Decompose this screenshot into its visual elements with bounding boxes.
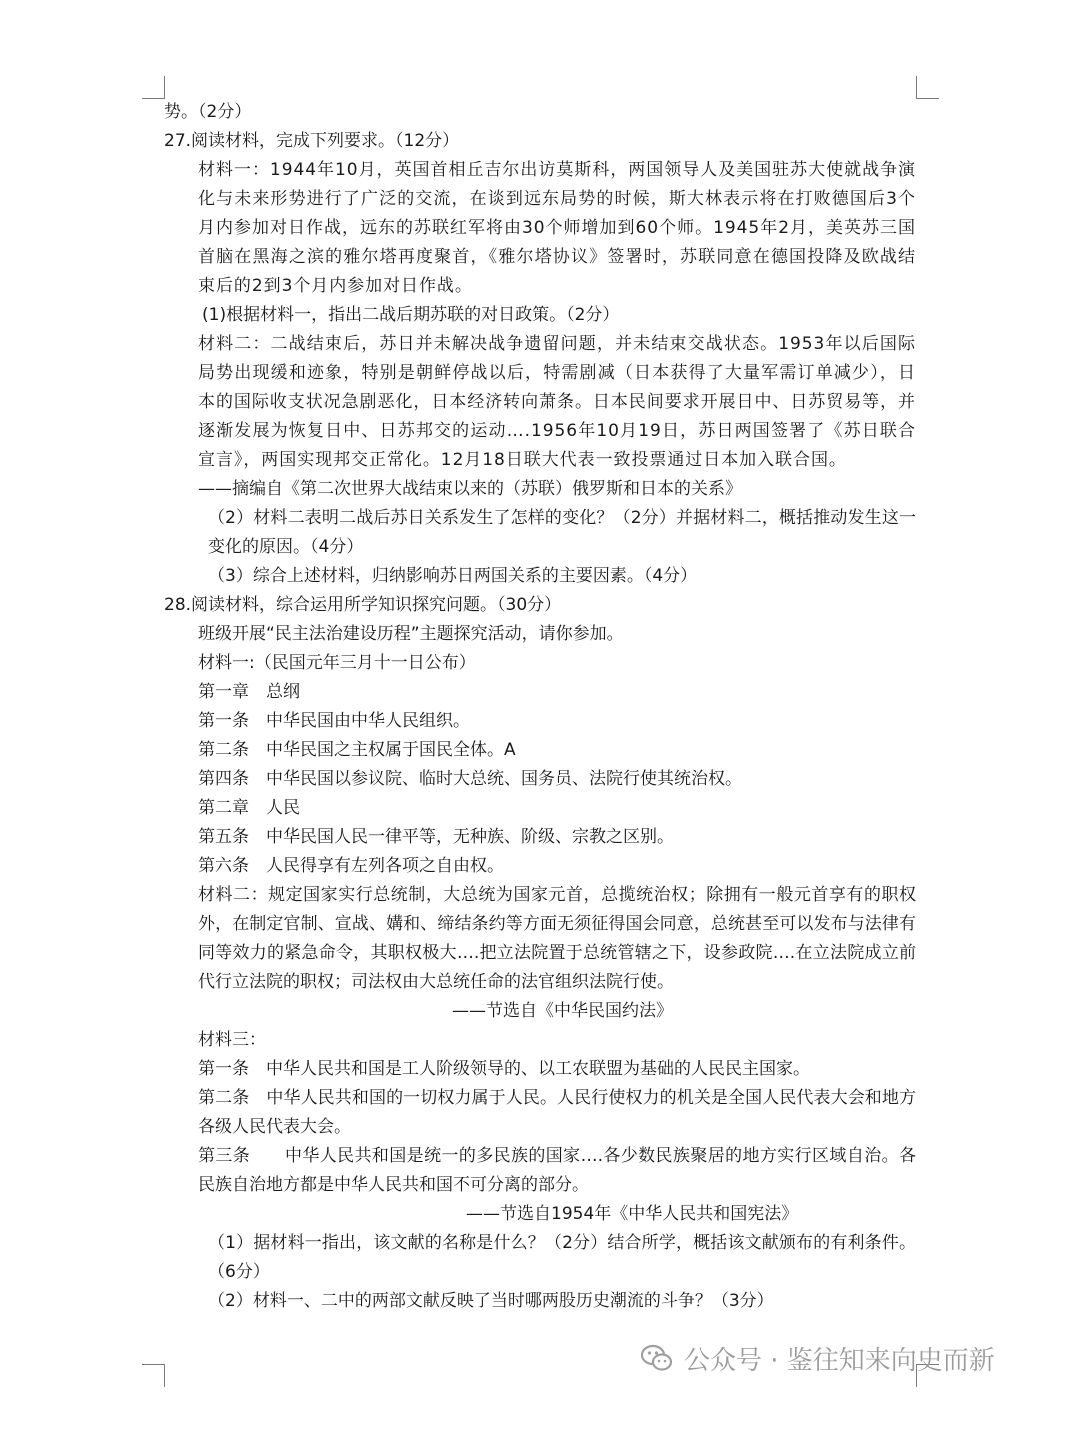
chapter-heading: 第一章 总纲 [198, 682, 300, 702]
material-1-paragraph: 材料一：1944年10月，英国首相丘吉尔出访莫斯科，两国领导人及美国驻苏大使就战争演化与未来形势进行了广泛的交流，在谈到远东局势的时候，斯大林表示将在打败德国后3个月内参加对日作战，远东的苏联红军将由30个师增加到60个师。1945年2月，美英苏三国首脑在黑海之滨的雅尔塔再度聚首，《雅尔塔协议》签署时，苏联同意在德国投降及欧战结束后的2到3个月内参加对日作战。 [198, 160, 916, 296]
article-line: 第一条 中华人民共和国是工人阶级领导的、以工农联盟为基础的人民民主国家。 [198, 1059, 810, 1079]
question-28-2: （2）材料一、二中的两部文献反映了当时哪两股历史潮流的斗争？（3分） [208, 1291, 774, 1311]
watermark [640, 1330, 995, 1386]
material-1-title: 材料一:（民国元年三月十一日公布） [198, 653, 476, 673]
article-line: 第五条 中华民国人民一律平等，无种族、阶级、宗教之区别。 [198, 827, 674, 847]
document-body [164, 98, 916, 1316]
question-28-1: （1）据材料一指出，该文献的名称是什么？（2分）结合所学，概括该文献颁布的有利条件。（6分） [208, 1233, 916, 1282]
question-27-2: （2）材料二表明二战后苏日关系发生了怎样的变化？（2分）并据材料二，概括推动发生这一变化的原因。（4分） [208, 508, 916, 557]
article-line: 第三条 中华人民共和国是统一的多民族的国家….各少数民族聚居的地方实行区域自治。各民族自治地方都是中华人民共和国不可分离的部分。 [198, 1146, 916, 1195]
source-citation: ——摘编自《第二次世界大战结束以来的（苏联）俄罗斯和日本的关系》 [198, 479, 742, 499]
article-line: 第二条 中华人民共和国的一切权力属于人民。人民行使权力的机关是全国人民代表大会和地方各级人民代表大会。 [198, 1088, 916, 1137]
question-28-heading: 28.阅读材料，综合运用所学知识探究问题。（30分） [164, 595, 562, 615]
article-line: 第一条 中华民国由中华人民组织。 [198, 711, 470, 731]
source-citation: ——节选自1954年《中华人民共和国宪法》 [466, 1204, 799, 1224]
material-2-paragraph: 材料二：规定国家实行总统制，大总统为国家元首，总揽统治权；除拥有一般元首享有的职权外，在制定官制、宣战、媾和、缔结条约等方面无须征得国会同意，总统甚至可以发布与法律有同等效力的紧急命令，其职权极大….把立法院置于总统管辖之下，设参政院….在立法院成立前代行立法院的职权；司法权由大总统任命的法官组织法院行使。 [198, 885, 916, 992]
crop-mark-bottom-left [142, 1364, 165, 1387]
material-3-title: 材料三： [198, 1030, 266, 1050]
article-line: 第二条 中华民国之主权属于国民全体。A [198, 740, 516, 760]
text-line: 势。（2分） [164, 102, 252, 122]
chapter-heading: 第二章 人民 [198, 798, 300, 818]
activity-intro: 班级开展“民主法治建设历程”主题探究活动，请你参加。 [198, 624, 624, 644]
question-27-heading: 27.阅读材料，完成下列要求。（12分） [164, 131, 460, 151]
question-27-3: （3）综合上述材料，归纳影响苏日两国关系的主要因素。（4分） [208, 566, 698, 586]
watermark-text: 公众号 · 鉴往知来向史而新 [684, 1345, 995, 1376]
question-27-1: (1)根据材料一，指出二战后期苏联的对日政策。（2分） [202, 305, 620, 325]
article-line: 第四条 中华民国以参议院、临时大总统、国务员、法院行使其统治权。 [198, 769, 742, 789]
source-citation: ——节选自《中华民国约法》 [452, 1001, 673, 1021]
crop-mark-top-left [142, 76, 165, 99]
wechat-icon [640, 1341, 674, 1375]
crop-mark-top-right [916, 76, 939, 99]
material-2-paragraph: 材料二：二战结束后，苏日并未解决战争遗留问题，并未结束交战状态。1953年以后国际局势出现缓和迹象，特别是朝鲜停战以后，特需剧减（日本获得了大量军需订单减少），日本的国际收支状况急剧恶化，日本经济转向萧条。日本民间要求开展日中、日苏贸易等，并逐渐发展为恢复日中、日苏邦交的运动….1956年10月19日，苏日两国签署了《苏日联合宣言》，两国实现邦交正常化。12月18日联大代表一致投票通过日本加入联合国。 [198, 334, 916, 470]
article-line: 第六条 人民得享有左列各项之自由权。 [198, 856, 504, 876]
